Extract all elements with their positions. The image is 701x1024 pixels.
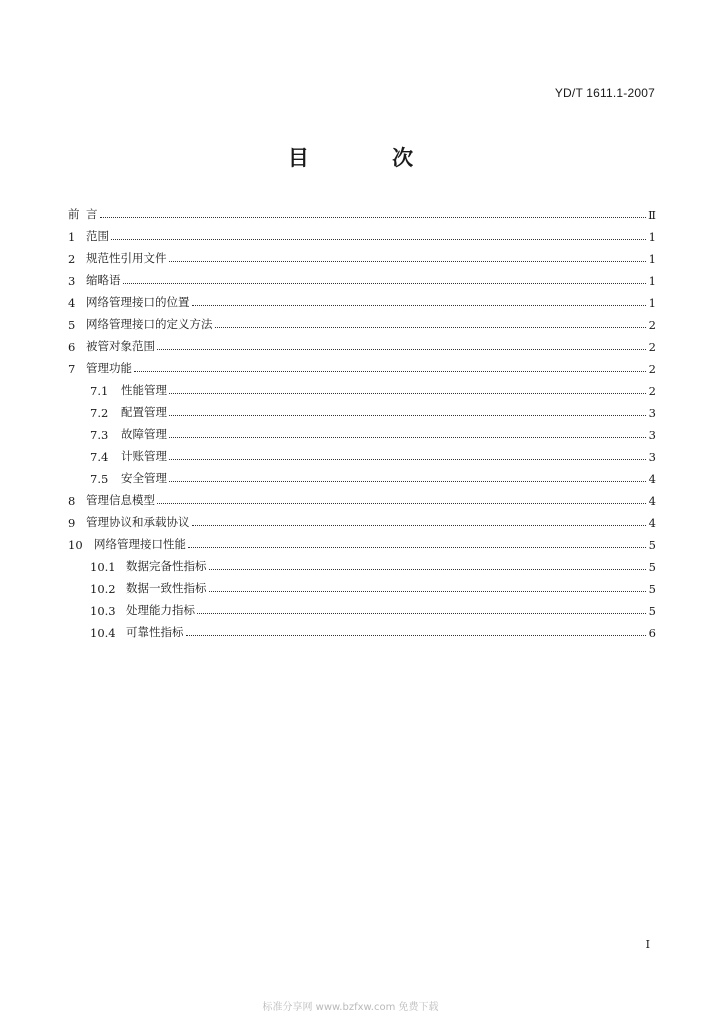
toc-entry-page: 1 bbox=[648, 274, 656, 288]
toc-entry[interactable] bbox=[68, 398, 656, 420]
toc-entry-page: 5 bbox=[648, 560, 656, 574]
toc-entry-number: 前 bbox=[68, 207, 80, 221]
toc-entry-label: 配置管理 bbox=[121, 405, 167, 419]
toc-entry-label: 处理能力指标 bbox=[126, 603, 195, 617]
toc-entry-page: 3 bbox=[648, 406, 656, 420]
toc-leader-dots bbox=[192, 525, 647, 526]
toc-leader-dots bbox=[157, 503, 646, 504]
toc-entry-number: 7 bbox=[68, 362, 76, 376]
toc-entry[interactable] bbox=[68, 376, 656, 398]
toc-entry[interactable] bbox=[68, 420, 656, 442]
toc-entry[interactable] bbox=[68, 244, 656, 266]
toc-entry-page: 6 bbox=[648, 626, 656, 640]
toc-leader-dots bbox=[192, 305, 647, 306]
toc-entry-label: 数据完备性指标 bbox=[126, 559, 207, 573]
toc-entry-label: 言 bbox=[86, 207, 98, 221]
toc-entry[interactable] bbox=[68, 530, 656, 552]
watermark-text: 标准分享网 www.bzfxw.com 免费下载 bbox=[262, 1002, 439, 1013]
toc-entry-number: 10.1 bbox=[90, 560, 116, 574]
toc-leader-dots bbox=[188, 547, 646, 548]
toc-entry-label: 规范性引用文件 bbox=[86, 251, 167, 265]
toc-entry-page: 1 bbox=[648, 230, 656, 244]
toc-entry[interactable] bbox=[68, 552, 656, 574]
toc-entry[interactable] bbox=[68, 310, 656, 332]
toc-entry-page: 2 bbox=[648, 362, 656, 376]
toc-entry-label: 范围 bbox=[86, 229, 109, 243]
toc-entry-label: 性能管理 bbox=[121, 383, 167, 397]
toc-entry-page: 5 bbox=[648, 604, 656, 618]
toc-entry-page: 1 bbox=[648, 252, 656, 266]
toc-leader-dots bbox=[134, 371, 646, 372]
toc-entry-number: 2 bbox=[68, 252, 76, 266]
toc-entry[interactable] bbox=[68, 596, 656, 618]
toc-entry-number: 4 bbox=[68, 296, 76, 310]
toc-entry[interactable] bbox=[68, 574, 656, 596]
toc-leader-dots bbox=[111, 239, 646, 240]
toc-entry-page: 3 bbox=[648, 428, 656, 442]
toc-leader-dots bbox=[209, 569, 647, 570]
toc-leader-dots bbox=[209, 591, 647, 592]
toc-entry-label: 安全管理 bbox=[121, 471, 167, 485]
toc-entry-label: 被管对象范围 bbox=[86, 339, 155, 353]
toc-entry-number: 9 bbox=[68, 516, 76, 530]
toc-entry-number: 5 bbox=[68, 318, 76, 332]
toc-entry-number: 6 bbox=[68, 340, 76, 354]
toc-entry-page: 4 bbox=[648, 516, 656, 530]
toc-entry-number: 10.2 bbox=[90, 582, 116, 596]
toc-entry-label: 故障管理 bbox=[121, 427, 167, 441]
toc-entry-number: 7.5 bbox=[90, 472, 109, 486]
toc-entry-label: 计账管理 bbox=[121, 449, 167, 463]
toc-leader-dots bbox=[157, 349, 646, 350]
toc-entry-label: 网络管理接口的定义方法 bbox=[86, 317, 213, 331]
toc-entry-page: 5 bbox=[648, 582, 656, 596]
toc-entry-page: 2 bbox=[648, 318, 656, 332]
page-title: 目 次 bbox=[287, 145, 452, 170]
table-of-contents bbox=[68, 200, 656, 640]
toc-entry-label: 网络管理接口的位置 bbox=[86, 295, 190, 309]
toc-entry-page: 4 bbox=[648, 494, 656, 508]
toc-entry[interactable] bbox=[68, 288, 656, 310]
toc-entry[interactable] bbox=[68, 486, 656, 508]
toc-entry-number: 8 bbox=[68, 494, 76, 508]
toc-entry-number: 7.1 bbox=[90, 384, 109, 398]
toc-leader-dots bbox=[197, 613, 646, 614]
toc-leader-dots bbox=[186, 635, 647, 636]
toc-entry[interactable] bbox=[68, 508, 656, 530]
toc-leader-dots bbox=[123, 283, 647, 284]
toc-entry-label: 管理功能 bbox=[86, 361, 132, 375]
toc-entry-page: 2 bbox=[648, 384, 656, 398]
page-number: I bbox=[645, 938, 650, 951]
document-code: YD/T 1611.1-2007 bbox=[554, 86, 655, 100]
toc-leader-dots bbox=[169, 415, 646, 416]
toc-entry-number: 7.4 bbox=[90, 450, 109, 464]
toc-entry-page: 5 bbox=[648, 538, 656, 552]
toc-leader-dots bbox=[169, 437, 646, 438]
toc-entry[interactable] bbox=[68, 266, 656, 288]
toc-leader-dots bbox=[100, 217, 647, 218]
toc-entry-label: 可靠性指标 bbox=[126, 625, 184, 639]
toc-entry-number: 1 bbox=[68, 230, 76, 244]
toc-entry-page: 3 bbox=[648, 450, 656, 464]
toc-entry-number: 7.2 bbox=[90, 406, 109, 420]
toc-entry[interactable] bbox=[68, 442, 656, 464]
toc-entry-page: 2 bbox=[648, 340, 656, 354]
toc-entry-label: 数据一致性指标 bbox=[126, 581, 207, 595]
toc-entry-label: 缩略语 bbox=[86, 273, 121, 287]
toc-entry-page: 4 bbox=[648, 472, 656, 486]
toc-leader-dots bbox=[215, 327, 647, 328]
toc-entry[interactable] bbox=[68, 618, 656, 640]
toc-leader-dots bbox=[169, 261, 647, 262]
toc-entry[interactable] bbox=[68, 200, 656, 222]
toc-entry[interactable] bbox=[68, 464, 656, 486]
toc-entry[interactable] bbox=[68, 354, 656, 376]
toc-entry-number: 10.3 bbox=[90, 604, 116, 618]
toc-leader-dots bbox=[169, 393, 646, 394]
toc-entry-page: 1 bbox=[648, 296, 656, 310]
toc-leader-dots bbox=[169, 459, 646, 460]
toc-entry-label: 管理协议和承载协议 bbox=[86, 515, 190, 529]
toc-entry[interactable] bbox=[68, 222, 656, 244]
toc-leader-dots bbox=[169, 481, 646, 482]
toc-entry-number: 10 bbox=[68, 538, 83, 552]
toc-entry-number: 7.3 bbox=[90, 428, 109, 442]
toc-entry-label: 管理信息模型 bbox=[86, 493, 155, 507]
toc-entry-number: 3 bbox=[68, 274, 76, 288]
toc-entry-page: Ⅱ bbox=[648, 208, 656, 222]
toc-entry-number: 10.4 bbox=[90, 626, 116, 640]
toc-entry[interactable] bbox=[68, 332, 656, 354]
toc-entry-label: 网络管理接口性能 bbox=[94, 537, 186, 551]
